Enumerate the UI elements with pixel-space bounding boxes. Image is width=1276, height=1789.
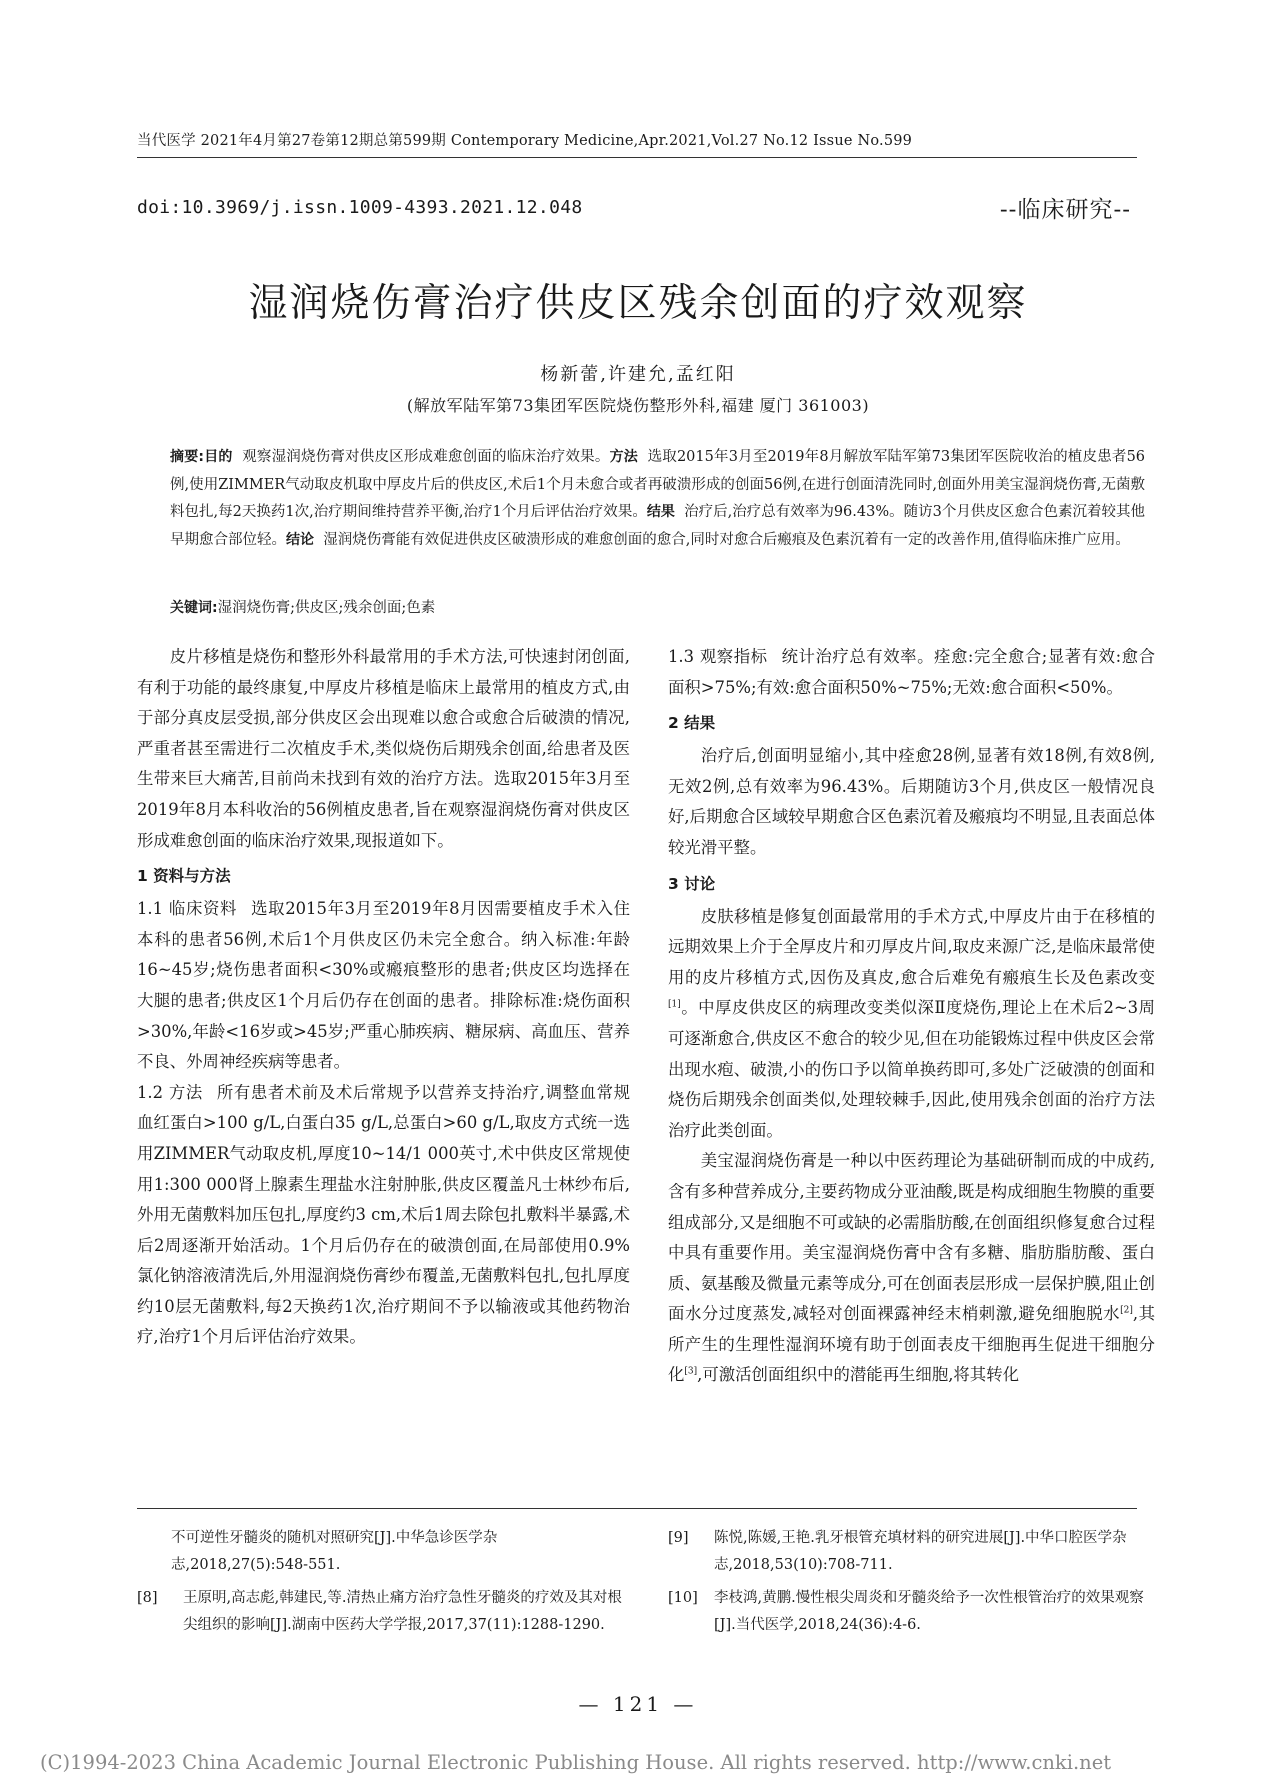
section-1-3 xyxy=(668,642,1155,703)
references-right xyxy=(668,1525,1155,1645)
affiliation: (解放军陆军第73集团军医院烧伤整形外科,福建 厦门 361003) xyxy=(406,396,870,415)
running-head: 当代医学 2021年4月第27卷第12期总第599期 Contemporary Medicine,Apr.2021,Vol.27 No.12 Issue No.599 xyxy=(137,133,913,149)
reference-8-number: [8] xyxy=(137,1590,158,1606)
section-tag: --临床研究-- xyxy=(999,197,1131,223)
results-label: 结果 xyxy=(646,504,675,520)
methods-label: 方法 xyxy=(609,449,638,465)
heading-materials-methods: 1 资料与方法 xyxy=(137,867,231,886)
section-1-1-label: 1.1 临床资料 xyxy=(137,899,238,919)
keywords-label: 关键词: xyxy=(170,600,218,616)
discussion-2-text-b: ,其所产生的生理性湿润环境有助于创面表皮干细胞再生促进干细胞分化 xyxy=(668,1304,1155,1385)
heading-discussion: 3 讨论 xyxy=(668,874,716,893)
keywords-text: 湿润烧伤膏;供皮区;残余创面;色素 xyxy=(217,600,436,616)
citation-1: [1] xyxy=(668,999,681,1010)
section-1-2 xyxy=(137,1078,630,1353)
section-1-3-text: 统计治疗总有效率。痊愈:完全愈合;显著有效:愈合面积>75%;有效:愈合面积50%~75%;无效:愈合面积<50%。 xyxy=(668,647,1155,697)
reference-9 xyxy=(668,1525,1155,1579)
results-paragraph: 治疗后,创面明显缩小,其中痊愈28例,显著有效18例,有效8例,无效2例,总有效率为96.43%。后期随访3个月,供皮区一般情况良好,后期愈合区域较早期愈合区色素沉着及瘢痕均不明显,且表面总体较光滑平整。 xyxy=(668,746,1155,857)
section-1-1-text: 选取2015年3月至2019年8月因需要植皮手术入住本科的患者56例,术后1个月供皮区仍未完全愈合。纳入标准:年龄16~45岁;烧伤患者面积<30%或瘢痕整形的患者;供皮区均选择在大腿的患者;供皮区1个月后仍存在创面的患者。排除标准:烧伤面积>30%,年龄<16岁或>45岁;严重心肺疾病、糖尿病、高血压、营养不良、外周神经疾病等患者。 xyxy=(137,899,631,1072)
abstract-label: 摘要: xyxy=(170,449,204,465)
section-1-1 xyxy=(137,894,630,1078)
section-1-3-label: 1.3 观察指标 xyxy=(668,647,768,666)
methods-text: 选取2015年3月至2019年8月解放军陆军第73集团军医院收治的植皮患者56例,使用ZIMMER气动取皮机取中厚皮片后的供皮区,术后1个月未愈合或者再破溃形成的创面56例,在进行创面清洗同时,创面外用美宝湿润烧伤膏,无菌敷料包扎,每2天换药1次,治疗期间维持营养平衡,治疗1个月后评估治疗效果。 xyxy=(170,449,1146,520)
page-number: — 121 — xyxy=(578,1692,698,1716)
discussion-1-text-b: 。中厚皮供皮区的病理改变类似深Ⅱ度烧伤,理论上在术后2~3周可逐渐愈合,供皮区不愈合的较少见,但在功能锻炼过程中供皮区会常出现水疱、破溃,小的伤口予以简单换药即可,多处广泛破溃的创面和烧伤后期残余创面类似,处理较棘手,因此,使用残余创面的治疗方法治疗此类创面。 xyxy=(668,998,1155,1140)
citation-3: [3] xyxy=(684,1367,698,1377)
section-1-2-text: 所有患者术前及术后常规予以营养支持治疗,调整血常规血红蛋白>100 g/L,白蛋白35 g/L,总蛋白>60 g/L,取皮方式统一选用ZIMMER气动取皮机,厚度10~14/1 000英寸,术中供皮区常规使用1:300 000肾上腺素生理盐水注射肿胀,供皮区覆盖凡士林纱布后,外用无菌敷料加压包扎,厚度约3 cm,术后1周去除包扎敷料半暴露,术后2周逐渐开始活动。1个月后仍存在的破溃创面,在局部使用0.9%氯化钠溶液清洗后,外用湿润烧伤膏纱布覆盖,无菌敷料包扎,包扎厚度约10层无菌敷料,每2天换药1次,治疗期间不予以输液或其他药物治疗,治疗1个月后评估治疗效果。 xyxy=(137,1082,630,1347)
discussion-2-text-c: ,可激活创面组织中的潜能再生细胞,将其转化 xyxy=(697,1365,1019,1385)
discussion-paragraph-2 xyxy=(668,1146,1155,1391)
doi: doi:10.3969/j.issn.1009-4393.2021.12.048 xyxy=(137,197,583,218)
results-text: 治疗后,治疗总有效率为96.43%。随访3个月供皮区愈合色素沉着较其他早期愈合部位轻。 xyxy=(170,504,1146,548)
article-title: 湿润烧伤膏治疗供皮区残余创面的疗效观察 xyxy=(248,281,1028,326)
references-rule xyxy=(137,1508,1137,1509)
reference-10-text: 李枝鸿,黄鹏.慢性根尖周炎和牙髓炎给予一次性根管治疗的效果观察[J].当代医学,2018,24(36):4-6. xyxy=(714,1590,1144,1633)
discussion-1-text-a: 皮肤移植是修复创面最常用的手术方式,中厚皮片由于在移植的远期效果上介于全厚皮片和刃厚皮片间,取皮来源广泛,是临床最常使用的皮片移植方式,因伤及真皮,愈合后难免有瘢痕生长及色素改变 xyxy=(668,906,1155,987)
intro-paragraph: 皮片移植是烧伤和整形外科最常用的手术方法,可快速封闭创面,有利于功能的最终康复,中厚皮片移植是临床上最常用的植皮方式,由于部分真皮层受损,部分供皮区会出现难以愈合或愈合后破溃的情况,严重者甚至需进行二次植皮手术,类似烧伤后期残余创面,给患者及医生带来巨大痛苦,目前尚未找到有效的治疗方法。选取2015年3月至2019年8月本科收治的56例植皮患者,旨在观察湿润烧伤膏对供皮区形成难愈创面的临床治疗效果,现报道如下。 xyxy=(137,647,630,850)
body-left-column xyxy=(137,642,630,1353)
reference-9-number: [9] xyxy=(668,1530,689,1546)
keywords xyxy=(170,595,1145,622)
objective-text: 观察湿润烧伤膏对供皮区形成难愈创面的临床治疗效果。 xyxy=(242,449,610,465)
discussion-2-text-a: 美宝湿润烧伤膏是一种以中医药理论为基础研制而成的中成药,含有多种营养成分,主要药物成分亚油酸,既是构成细胞生物膜的重要组成部分,又是细胞不可或缺的必需脂肪酸,在创面组织修复愈合过程中具有重要作用。美宝湿润烧伤膏中含有多糖、脂肪脂肪酸、蛋白质、氨基酸及微量元素等成分,可在创面表层形成一层保护膜,阻止创面水分过度蒸发,减轻对创面裸露神经末梢刺激,避免细胞脱水 xyxy=(668,1151,1155,1324)
heading-results: 2 结果 xyxy=(668,714,716,733)
reference-8 xyxy=(137,1585,630,1639)
abstract xyxy=(170,444,1145,554)
header-rule xyxy=(137,157,1137,158)
reference-10 xyxy=(668,1585,1155,1639)
reference-continued: 不可逆性牙髓炎的随机对照研究[J].中华急诊医学杂志,2018,27(5):548-551. xyxy=(171,1530,498,1573)
citation-2: [2] xyxy=(1120,1305,1133,1316)
reference-9-text: 陈悦,陈媛,王艳.乳牙根管充填材料的研究进展[J].中华口腔医学杂志,2018,53(10):708-711. xyxy=(714,1530,1127,1573)
reference-10-number: [10] xyxy=(668,1590,698,1606)
section-1-2-label: 1.2 方法 xyxy=(137,1082,203,1102)
body-right-column xyxy=(668,642,1155,1391)
objective-label: 目的 xyxy=(204,449,233,465)
references-left xyxy=(137,1525,630,1645)
conclusion-text: 湿润烧伤膏能有效促进供皮区破溃形成的难愈创面的愈合,同时对愈合后瘢痕及色素沉着有一定的改善作用,值得临床推广应用。 xyxy=(323,531,1130,548)
reference-8-text: 王原明,高志彪,韩建民,等.清热止痛方治疗急性牙髓炎的疗效及其对根尖组织的影响[J].湖南中医药大学学报,2017,37(11):1288-1290. xyxy=(183,1590,622,1633)
conclusion-label: 结论 xyxy=(286,531,314,548)
discussion-paragraph-1 xyxy=(668,902,1155,1147)
authors: 杨新蕾,许建允,孟红阳 xyxy=(540,364,736,385)
copyright-footer: (C)1994-2023 China Academic Journal Electronic Publishing House. All rights reserved. http://www.cnki.net xyxy=(40,1751,1112,1774)
